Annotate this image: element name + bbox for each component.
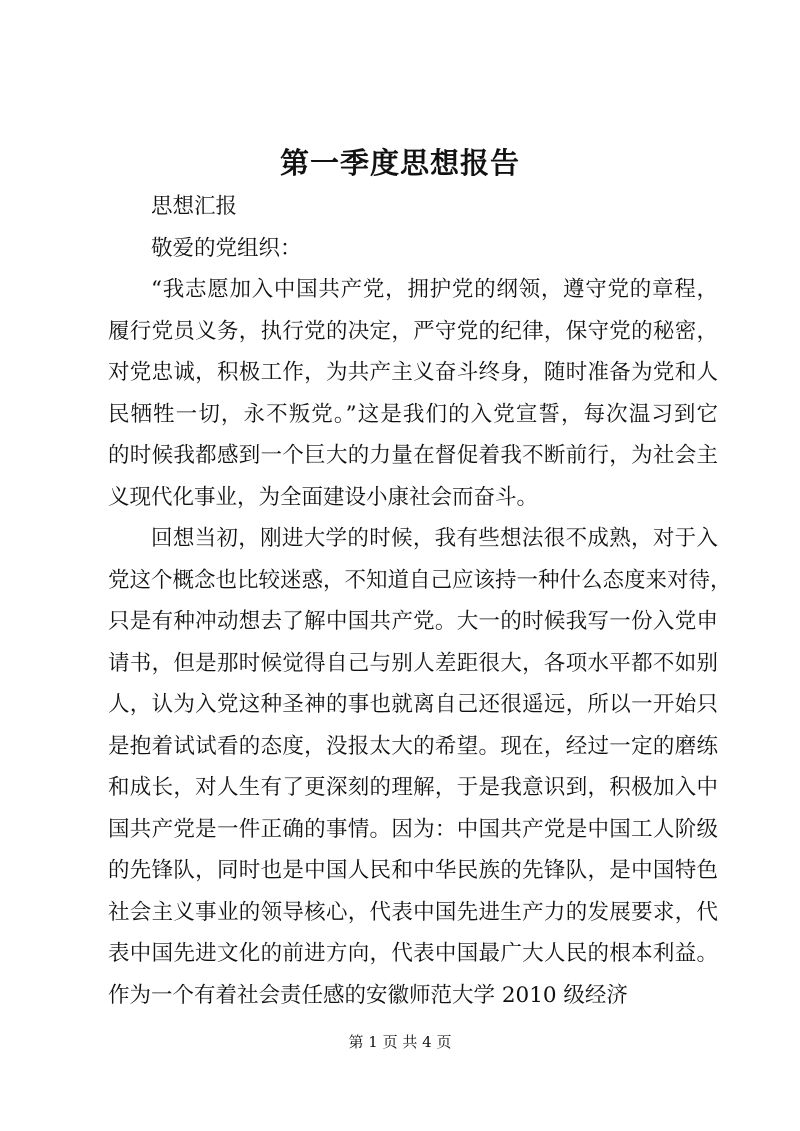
text-line: 民牺牲一切，永不叛党。”这是我们的入党宣誓，每次温习到它	[108, 401, 718, 427]
text-line: 社会主义事业的领导核心，代表中国先进生产力的发展要求，代	[108, 899, 718, 925]
document-title: 第一季度思想报告	[279, 146, 520, 180]
text-line: 履行党员义务，执行党的决定，严守党的纪律，保守党的秘密，	[108, 318, 718, 344]
section-heading: 思想汇报	[151, 194, 238, 219]
text-line: 的时候我都感到一个巨大的力量在督促着我不断前行，为社会主	[108, 443, 718, 468]
text-line: 只是有种冲动想去了解中国共产党。大一的时候我写一份入党申	[108, 609, 718, 634]
text-line: 和成长，对人生有了更深刻的理解，于是我意识到，积极加入中	[108, 775, 718, 800]
text-line: 请书，但是那时候觉得自己与别人差距很大，各项水平都不如别	[108, 650, 718, 676]
text-line: 义现代化事业，为全面建设小康社会而奋斗。	[108, 484, 539, 510]
paragraph-oath	[108, 269, 718, 518]
document-body	[108, 186, 732, 1016]
text-line: 党这个概念也比较迷惑，不知道自己应该持一种什么态度来对待，	[108, 567, 732, 593]
text-line: 人，认为入党这种圣神的事也就离自己还很遥远，所以一开始只	[108, 692, 718, 717]
page-footer: 第 1 页 共 4 页	[348, 1033, 452, 1051]
text-line: “我志愿加入中国共产党，拥护党的纲领，遵守党的章程，	[151, 277, 718, 302]
text-line: 表中国先进文化的前进方向，代表中国最广大人民的根本利益。	[108, 941, 718, 966]
text-line: 作为一个有着社会责任感的安徽师范大学 2010 级经济	[108, 982, 628, 1008]
paragraph-reflection	[108, 518, 732, 1016]
text-line: 的先锋队，同时也是中国人民和中华民族的先锋队，是中国特色	[108, 858, 718, 883]
text-line: 是抱着试试看的态度，没报太大的希望。现在，经过一定的磨练	[108, 733, 718, 759]
text-line: 对党忠诚，积极工作，为共产主义奋斗终身，随时准备为党和人	[108, 360, 718, 385]
text-line: 回想当初，刚进大学的时候，我有些想法很不成熟，对于入	[151, 526, 718, 551]
text-line: 国共产党是一件正确的事情。因为：中国共产党是中国工人阶级	[108, 816, 718, 842]
salutation: 敬爱的党组织：	[151, 235, 302, 261]
